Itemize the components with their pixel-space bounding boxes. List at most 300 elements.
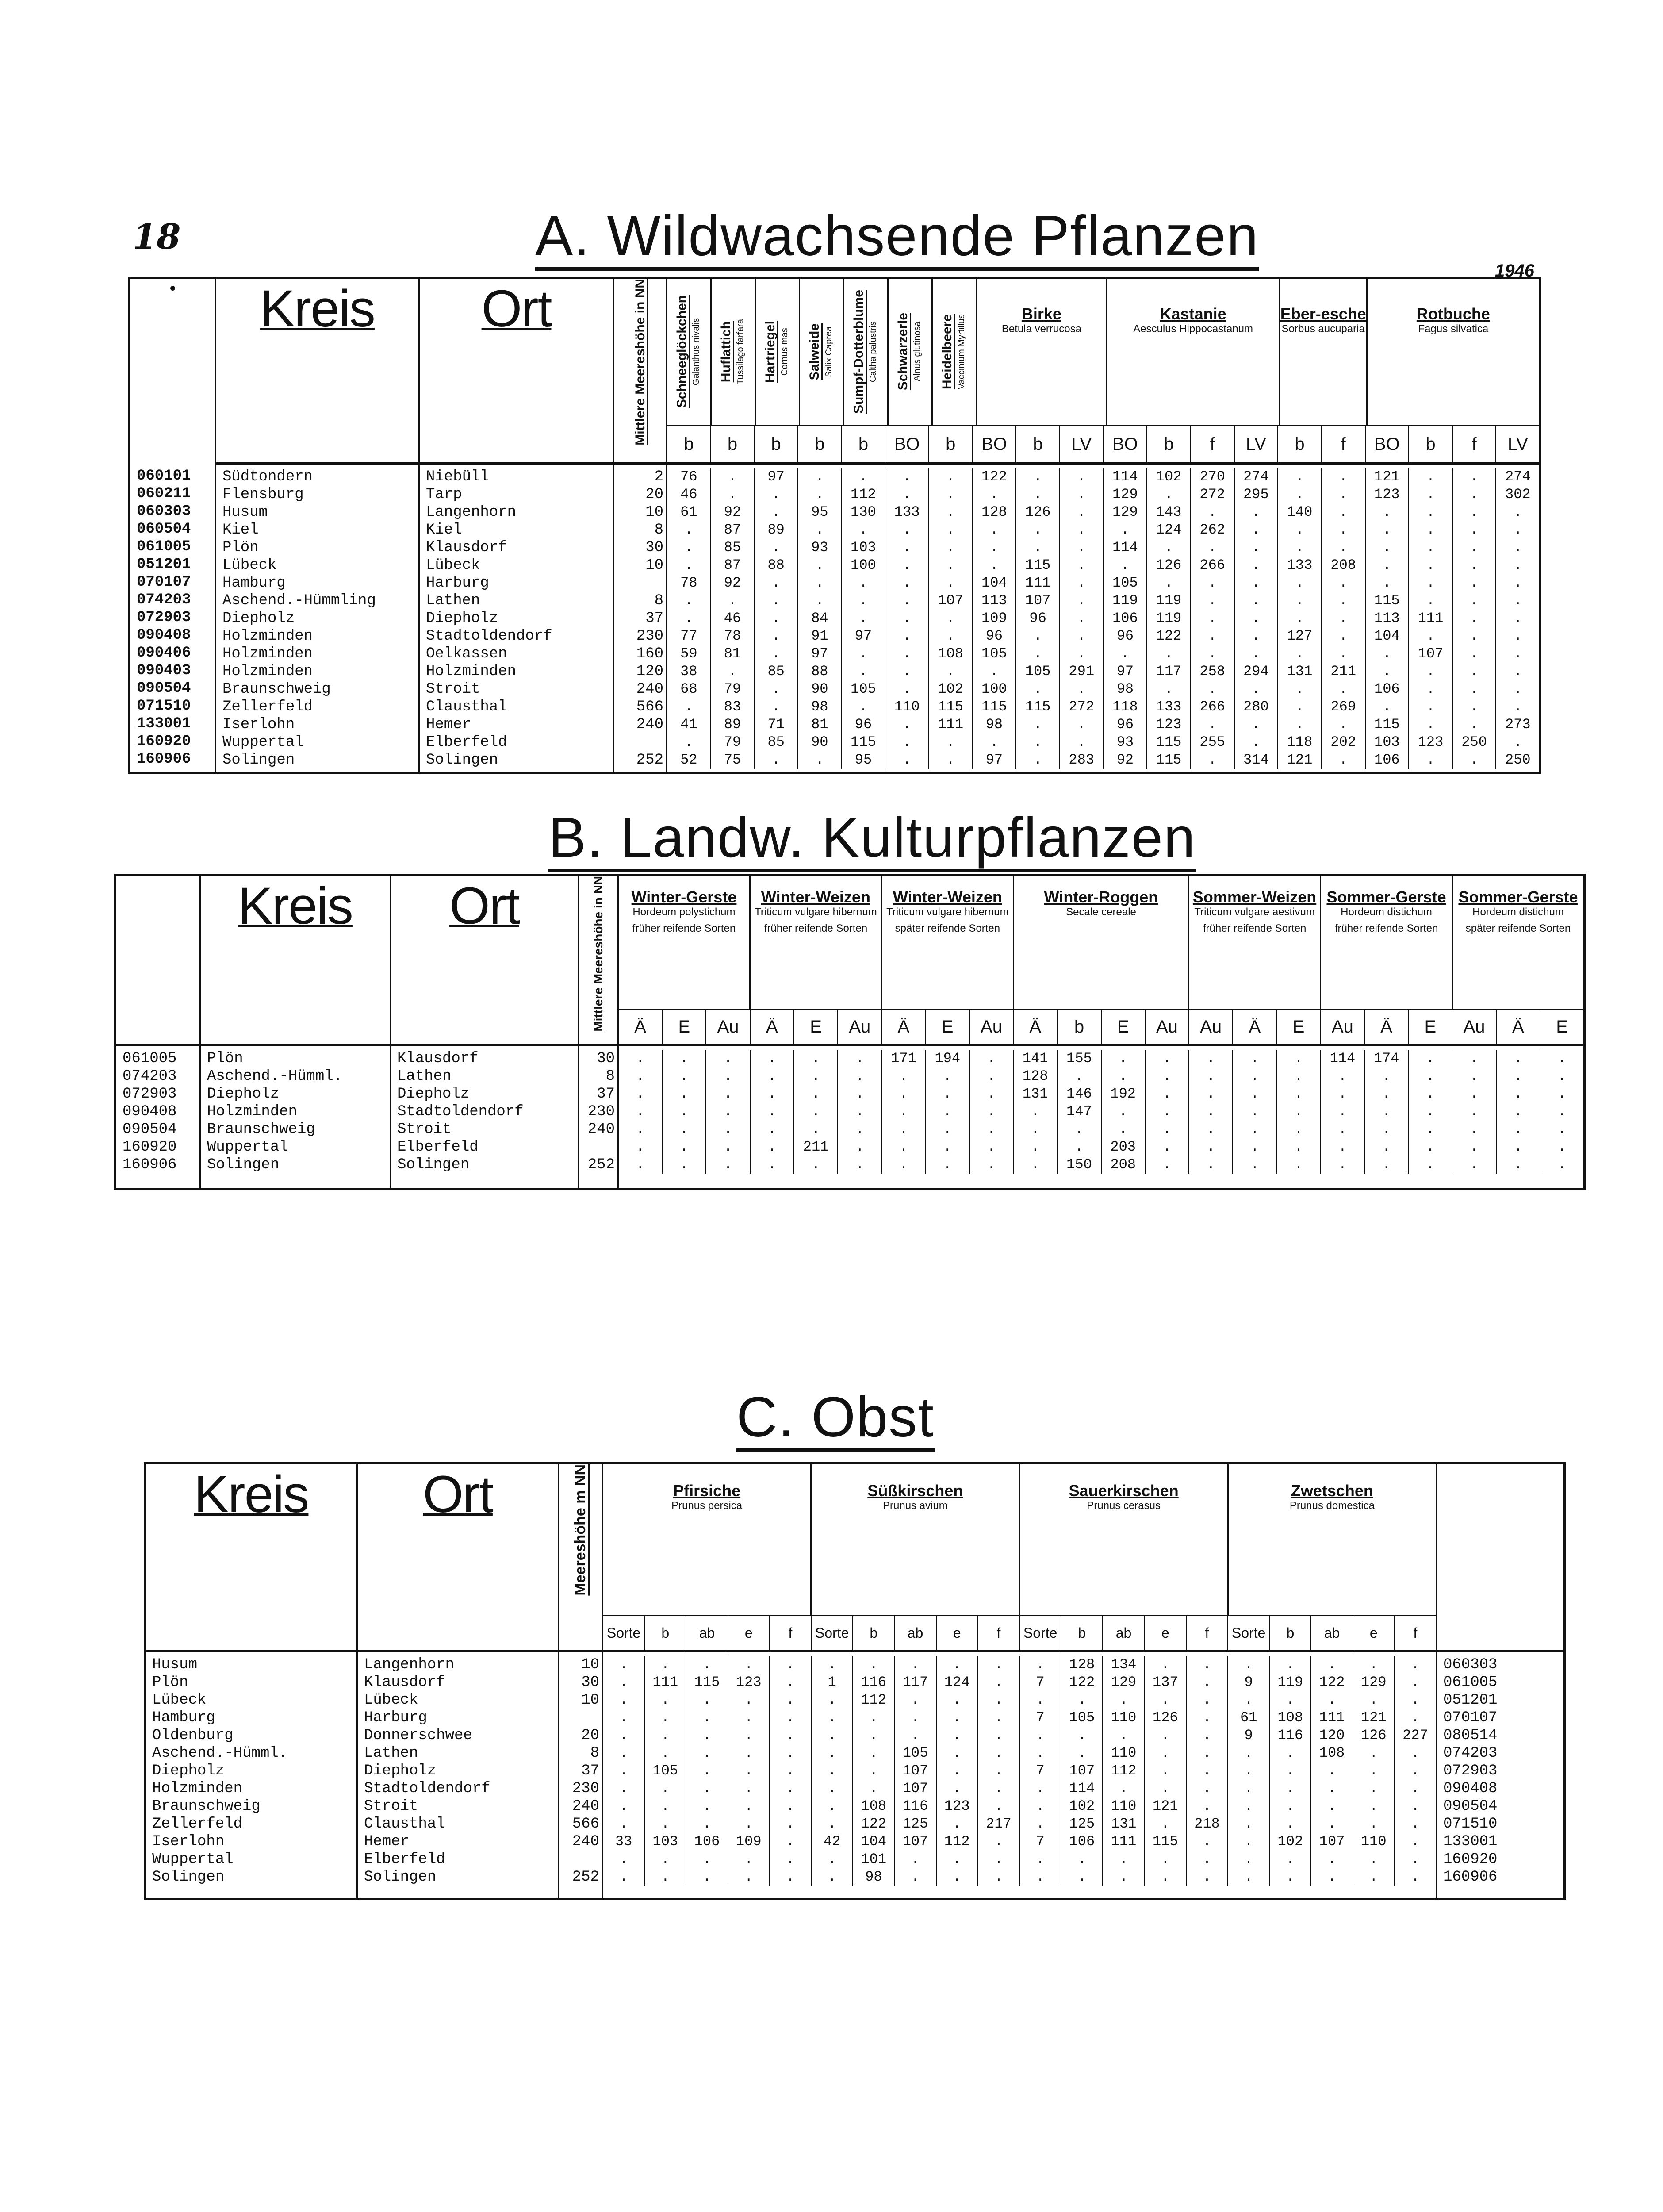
- species-header: [887, 279, 931, 425]
- row-kreis: Flensburg: [222, 486, 304, 503]
- value-cell: 117: [902, 1674, 928, 1690]
- row-code: 090504: [137, 680, 191, 697]
- value-cell: .: [1036, 1816, 1045, 1832]
- species-latin: Sorbus aucuparia: [1281, 323, 1365, 335]
- row-kreis: Wuppertal: [207, 1139, 288, 1156]
- height-column-c: [559, 1651, 603, 1899]
- fruit-header: [603, 1464, 810, 1615]
- value-cell: .: [680, 1156, 689, 1173]
- species-header: [1366, 279, 1539, 425]
- fruit-sub: b: [1269, 1616, 1310, 1650]
- fruit-sub: e: [936, 1616, 977, 1650]
- value-cell: .: [943, 1068, 952, 1084]
- value-cell: 128: [981, 504, 1007, 520]
- value-cell: .: [946, 610, 955, 626]
- value-cell: 105: [851, 681, 876, 697]
- value-cell: .: [1557, 1121, 1567, 1137]
- value-cell: .: [869, 1780, 878, 1797]
- value-cell: .: [1295, 575, 1304, 591]
- value-column: [1145, 1050, 1188, 1174]
- row-ort: Harburg: [426, 575, 489, 591]
- value-cell: 83: [724, 699, 741, 715]
- value-cell: 115: [1025, 557, 1051, 573]
- value-cell: .: [855, 1103, 864, 1120]
- value-cell: 52: [680, 752, 697, 768]
- value-cell: .: [1077, 575, 1086, 591]
- value-cell: .: [815, 575, 824, 591]
- value-cell: .: [1119, 1121, 1127, 1137]
- value-cell: .: [1244, 1851, 1253, 1867]
- fruit-sub: b: [644, 1616, 686, 1650]
- value-cell: .: [1077, 645, 1086, 662]
- value-cell: .: [1383, 539, 1391, 556]
- value-cell: .: [636, 1050, 645, 1067]
- fruit-sub: e: [1353, 1616, 1394, 1650]
- value-cell: .: [903, 486, 912, 503]
- value-cell: 117: [1156, 663, 1182, 680]
- row-height: 230: [587, 1103, 615, 1120]
- species-latin: Tussilago farfara: [736, 319, 746, 385]
- value-cell: 250: [1505, 752, 1531, 768]
- value-cell: .: [1514, 575, 1522, 591]
- value-cell: .: [744, 1851, 753, 1867]
- value-column: [644, 1656, 686, 1886]
- value-cell: .: [946, 663, 955, 680]
- value-cell: .: [1077, 486, 1086, 503]
- value-cell: .: [1295, 699, 1304, 715]
- row-code: 160906: [1443, 1869, 1498, 1886]
- value-cell: 115: [938, 699, 964, 715]
- value-cell: .: [1075, 1068, 1084, 1084]
- value-cell: 76: [680, 469, 697, 485]
- value-column: [754, 468, 797, 769]
- row-code: 051201: [1443, 1692, 1498, 1709]
- species-sub: b: [1015, 426, 1059, 462]
- crop-sub: Au: [1452, 1010, 1495, 1044]
- value-cell: .: [1514, 1050, 1522, 1067]
- value-cell: 280: [1243, 699, 1269, 715]
- value-cell: .: [1036, 1727, 1045, 1743]
- value-cell: .: [1207, 1121, 1215, 1137]
- row-code: 061005: [1443, 1674, 1498, 1691]
- value-cell: .: [1383, 504, 1391, 520]
- value-column: [1103, 468, 1147, 769]
- value-cell: .: [1161, 1780, 1170, 1797]
- value-cell: .: [903, 469, 912, 485]
- row-code: 160920: [123, 1139, 177, 1156]
- row-ort: Holzminden: [426, 663, 517, 680]
- value-cell: 129: [1111, 1674, 1137, 1690]
- value-cell: 90: [811, 681, 828, 697]
- value-cell: .: [1162, 1050, 1172, 1067]
- value-cell: .: [684, 522, 693, 538]
- value-column: [793, 1050, 837, 1174]
- row-height: 160: [636, 645, 663, 662]
- value-cell: 108: [1277, 1709, 1303, 1726]
- value-column: [1057, 1050, 1100, 1174]
- value-column: [1496, 1050, 1540, 1174]
- crop-sub: E: [1101, 1010, 1145, 1044]
- value-cell: .: [1382, 1121, 1391, 1137]
- row-ort: Oelkassen: [426, 645, 507, 662]
- species-header: [1279, 279, 1366, 425]
- value-cell: 78: [724, 628, 741, 644]
- row-code: 072903: [123, 1086, 177, 1102]
- value-cell: .: [903, 610, 912, 626]
- value-cell: .: [1327, 1816, 1337, 1832]
- value-cell: 122: [981, 469, 1007, 485]
- value-cell: .: [702, 1798, 712, 1814]
- value-cell: 119: [1112, 592, 1138, 609]
- row-ort: Elberfeld: [426, 734, 507, 751]
- value-cell: .: [1514, 628, 1522, 644]
- row-kreis: Braunschweig: [207, 1121, 315, 1138]
- value-cell: .: [786, 1709, 795, 1726]
- value-cell: 105: [652, 1763, 678, 1779]
- crop-sub: E: [662, 1010, 705, 1044]
- fruit-sub: ab: [1102, 1616, 1144, 1650]
- value-cell: .: [1557, 1156, 1567, 1173]
- value-cell: .: [859, 645, 868, 662]
- value-cell: .: [946, 539, 955, 556]
- species-header: [931, 279, 976, 425]
- value-column: [705, 1050, 749, 1174]
- value-cell: .: [1244, 1869, 1253, 1885]
- value-cell: .: [1162, 1068, 1172, 1084]
- value-cell: .: [1252, 628, 1261, 644]
- value-cell: .: [786, 1745, 795, 1761]
- value-cell: .: [1514, 539, 1522, 556]
- value-cell: .: [1208, 645, 1217, 662]
- value-cell: .: [994, 1763, 1003, 1779]
- value-cell: .: [1426, 1156, 1435, 1173]
- value-cell: 61: [1240, 1709, 1257, 1726]
- value-cell: .: [767, 1103, 776, 1120]
- value-cell: 171: [891, 1050, 916, 1067]
- value-cell: .: [661, 1745, 670, 1761]
- crop-subheader-row: [619, 1010, 1583, 1044]
- fruit-sub: f: [1394, 1616, 1436, 1650]
- value-cell: 98: [811, 699, 828, 715]
- value-cell: .: [815, 752, 824, 768]
- year-label: 1946: [1495, 261, 1534, 280]
- value-cell: .: [1161, 1656, 1170, 1673]
- value-cell: 115: [1374, 716, 1400, 733]
- species-header: [667, 279, 710, 425]
- row-ort: Stroit: [397, 1121, 452, 1138]
- value-cell: 130: [851, 504, 876, 520]
- value-cell: .: [1294, 1068, 1303, 1084]
- value-cell: 110: [894, 699, 920, 715]
- value-cell: .: [1327, 1656, 1337, 1673]
- value-cell: 85: [724, 539, 741, 556]
- value-cell: .: [815, 486, 824, 503]
- value-column: [1269, 1656, 1310, 1886]
- crop-label: Winter-Gerste: [631, 888, 737, 906]
- value-column: [894, 1656, 935, 1886]
- value-cell: .: [1162, 1103, 1172, 1120]
- row-code: 070107: [1443, 1709, 1498, 1726]
- value-cell: .: [1382, 1103, 1391, 1120]
- value-cell: .: [1470, 699, 1479, 715]
- value-cell: 46: [680, 486, 697, 503]
- value-cell: 126: [1360, 1727, 1387, 1743]
- value-column: [797, 468, 841, 769]
- value-cell: 121: [1287, 752, 1313, 768]
- value-cell: .: [1383, 557, 1391, 573]
- value-column: [1188, 1050, 1232, 1174]
- species-sub: BO: [972, 426, 1016, 462]
- value-cell: .: [1075, 1139, 1084, 1155]
- crop-sub: Au: [837, 1010, 881, 1044]
- value-cell: .: [953, 1816, 962, 1832]
- value-column: [1102, 1656, 1144, 1886]
- value-cell: .: [1077, 1869, 1086, 1885]
- value-cell: 46: [724, 610, 741, 626]
- value-cell: 107: [1319, 1833, 1345, 1850]
- values-grid-c: [603, 1656, 1436, 1886]
- value-cell: 127: [1287, 628, 1313, 644]
- value-cell: .: [1338, 1156, 1347, 1173]
- value-cell: .: [811, 1103, 820, 1120]
- value-cell: .: [1338, 1139, 1347, 1155]
- value-cell: .: [994, 1745, 1003, 1761]
- row-height: 8: [590, 1745, 599, 1762]
- value-column: [769, 1656, 811, 1886]
- row-kreis: Zellerfeld: [152, 1816, 243, 1832]
- value-cell: 113: [1374, 610, 1400, 626]
- row-ort: Langenhorn: [364, 1656, 455, 1673]
- value-cell: .: [990, 734, 999, 750]
- value-cell: 112: [944, 1833, 970, 1850]
- section-a-table: [128, 276, 1541, 774]
- value-cell: .: [744, 1798, 753, 1814]
- value-cell: 96: [1116, 716, 1134, 733]
- value-cell: .: [1327, 1798, 1337, 1814]
- value-cell: .: [1339, 486, 1348, 503]
- row-height: 566: [636, 699, 663, 715]
- crop-sub: Ä: [1496, 1010, 1540, 1044]
- value-cell: .: [859, 469, 868, 485]
- value-cell: .: [1162, 1156, 1172, 1173]
- row-height: 20: [581, 1727, 599, 1744]
- values-grid: [667, 468, 1539, 769]
- value-cell: .: [994, 1798, 1003, 1814]
- value-cell: 217: [986, 1816, 1012, 1832]
- value-cell: .: [1327, 1780, 1337, 1797]
- value-cell: .: [1411, 1869, 1420, 1885]
- value-cell: 121: [1374, 469, 1400, 485]
- value-cell: .: [1338, 1068, 1347, 1084]
- value-cell: .: [1119, 1050, 1127, 1067]
- value-cell: .: [987, 1068, 996, 1084]
- value-column: [977, 1656, 1019, 1886]
- value-cell: .: [1514, 1156, 1522, 1173]
- row-height: 10: [645, 504, 663, 521]
- fruit-label: Pfirsiche: [673, 1482, 741, 1500]
- row-code: 060303: [1443, 1656, 1498, 1673]
- value-cell: .: [619, 1745, 628, 1761]
- value-cell: .: [684, 557, 693, 573]
- value-cell: 96: [1029, 610, 1046, 626]
- value-cell: 274: [1243, 469, 1269, 485]
- value-cell: .: [1369, 1656, 1378, 1673]
- fruit-sub: ab: [686, 1616, 727, 1650]
- value-column: [1015, 468, 1059, 769]
- value-cell: .: [744, 1692, 753, 1708]
- value-cell: 114: [1112, 469, 1138, 485]
- value-cell: 294: [1243, 663, 1269, 680]
- value-cell: 107: [902, 1780, 928, 1797]
- value-cell: .: [994, 1656, 1003, 1673]
- value-cell: .: [786, 1674, 795, 1690]
- row-height: 252: [636, 752, 663, 768]
- value-cell: .: [1411, 1798, 1420, 1814]
- value-cell: 123: [1374, 486, 1400, 503]
- bullet-mark: •: [169, 279, 176, 298]
- species-label: Schwarzerle: [896, 313, 911, 391]
- value-cell: .: [1207, 1086, 1215, 1102]
- row-code: 061005: [137, 538, 191, 555]
- row-kreis: Holzminden: [207, 1103, 298, 1120]
- value-cell: .: [828, 1745, 836, 1761]
- value-cell: 112: [851, 486, 876, 503]
- value-cell: 115: [694, 1674, 720, 1690]
- value-cell: .: [855, 1086, 864, 1102]
- species-latin: Cornus mas: [780, 328, 790, 376]
- value-cell: .: [1470, 469, 1479, 485]
- value-cell: 123: [944, 1798, 970, 1814]
- value-cell: .: [828, 1869, 836, 1885]
- crop-sub: E: [1540, 1010, 1583, 1044]
- value-cell: .: [1208, 539, 1217, 556]
- crop-sub: Au: [1320, 1010, 1364, 1044]
- value-column: [837, 1050, 881, 1174]
- value-cell: .: [1295, 486, 1304, 503]
- value-cell: .: [987, 1050, 996, 1067]
- row-kreis: Diepholz: [152, 1763, 225, 1779]
- value-cell: 95: [854, 752, 872, 768]
- value-cell: .: [1327, 1763, 1337, 1779]
- row-height: 252: [572, 1869, 599, 1886]
- value-cell: 208: [1330, 557, 1356, 573]
- value-cell: .: [1294, 1103, 1303, 1120]
- species-header: [755, 279, 799, 425]
- value-column: [1013, 1050, 1057, 1174]
- row-code: 071510: [1443, 1816, 1498, 1832]
- value-cell: 266: [1199, 699, 1225, 715]
- value-cell: .: [911, 1656, 920, 1673]
- value-cell: .: [811, 1086, 820, 1102]
- row-kreis: Wuppertal: [222, 734, 304, 751]
- value-cell: .: [994, 1780, 1003, 1797]
- species-sub: b: [1146, 426, 1190, 462]
- value-cell: 79: [724, 681, 741, 697]
- row-ort: Niebüll: [426, 469, 489, 485]
- crop-note: später reifende Sorten: [1465, 922, 1571, 935]
- value-cell: .: [724, 1139, 732, 1155]
- height-header-b: Mittlere Meereshöhe in NN: [591, 876, 605, 1032]
- value-cell: 102: [1069, 1798, 1095, 1814]
- value-cell: .: [1327, 1851, 1337, 1867]
- species-label: Hartriegel: [763, 320, 778, 383]
- value-cell: 266: [1199, 557, 1225, 573]
- value-cell: .: [903, 716, 912, 733]
- value-cell: .: [661, 1727, 670, 1743]
- row-ort: Kiel: [426, 522, 462, 538]
- species-sub: b: [684, 434, 694, 454]
- row-kreis: Husum: [152, 1656, 198, 1673]
- value-cell: 106: [1069, 1833, 1095, 1850]
- crop-sub: E: [925, 1010, 969, 1044]
- crop-latin: Hordeum distichum: [1472, 906, 1564, 918]
- fruit-header: [1227, 1464, 1436, 1615]
- value-cell: 98: [985, 716, 1003, 733]
- value-cell: .: [619, 1727, 628, 1743]
- height-column: [614, 464, 667, 773]
- row-height: 30: [645, 539, 663, 556]
- value-column: [1227, 1656, 1269, 1886]
- value-cell: .: [811, 1156, 820, 1173]
- row-height: 8: [605, 1068, 615, 1085]
- crop-note: früher reifende Sorten: [764, 922, 868, 935]
- value-cell: .: [911, 1727, 920, 1743]
- row-code: 061005: [123, 1050, 177, 1067]
- value-cell: 1: [828, 1674, 836, 1690]
- value-cell: .: [1295, 522, 1304, 538]
- crop-label: Winter-Roggen: [1044, 888, 1158, 906]
- row-ort: Stadtoldendorf: [397, 1103, 524, 1120]
- value-cell: .: [1077, 469, 1086, 485]
- value-cell: 274: [1505, 469, 1531, 485]
- value-cell: .: [1339, 752, 1348, 768]
- value-cell: .: [1250, 1103, 1259, 1120]
- value-cell: .: [1164, 539, 1173, 556]
- value-cell: .: [1164, 486, 1173, 503]
- value-cell: .: [946, 557, 955, 573]
- value-cell: .: [680, 1103, 689, 1120]
- value-cell: .: [1203, 1833, 1211, 1850]
- value-cell: .: [1244, 1816, 1253, 1832]
- value-cell: 116: [1277, 1727, 1303, 1743]
- row-code: 090504: [1443, 1798, 1498, 1815]
- value-cell: 90: [811, 734, 828, 750]
- crop-header: [881, 876, 1013, 1009]
- value-cell: .: [1077, 539, 1086, 556]
- row-kreis: Holzminden: [222, 628, 313, 645]
- row-ort: Diepholz: [364, 1763, 437, 1779]
- value-cell: .: [1203, 1692, 1211, 1708]
- value-cell: .: [1250, 1050, 1259, 1067]
- value-cell: .: [828, 1709, 836, 1726]
- value-cell: .: [1208, 681, 1217, 697]
- value-cell: .: [994, 1869, 1003, 1885]
- crop-sub: Ä: [1013, 1010, 1057, 1044]
- value-cell: .: [1470, 663, 1479, 680]
- value-cell: 128: [1022, 1068, 1048, 1084]
- value-cell: 107: [1025, 592, 1051, 609]
- value-cell: .: [943, 1103, 952, 1120]
- value-cell: .: [1383, 699, 1391, 715]
- value-cell: .: [911, 1851, 920, 1867]
- species-sub: b: [710, 426, 754, 462]
- row-ort: Donnerschwee: [364, 1727, 472, 1744]
- value-cell: .: [1031, 1156, 1040, 1173]
- value-cell: .: [903, 522, 912, 538]
- fruit-latin: Prunus persica: [671, 1499, 743, 1512]
- value-cell: .: [1426, 681, 1435, 697]
- value-cell: 98: [1116, 681, 1134, 697]
